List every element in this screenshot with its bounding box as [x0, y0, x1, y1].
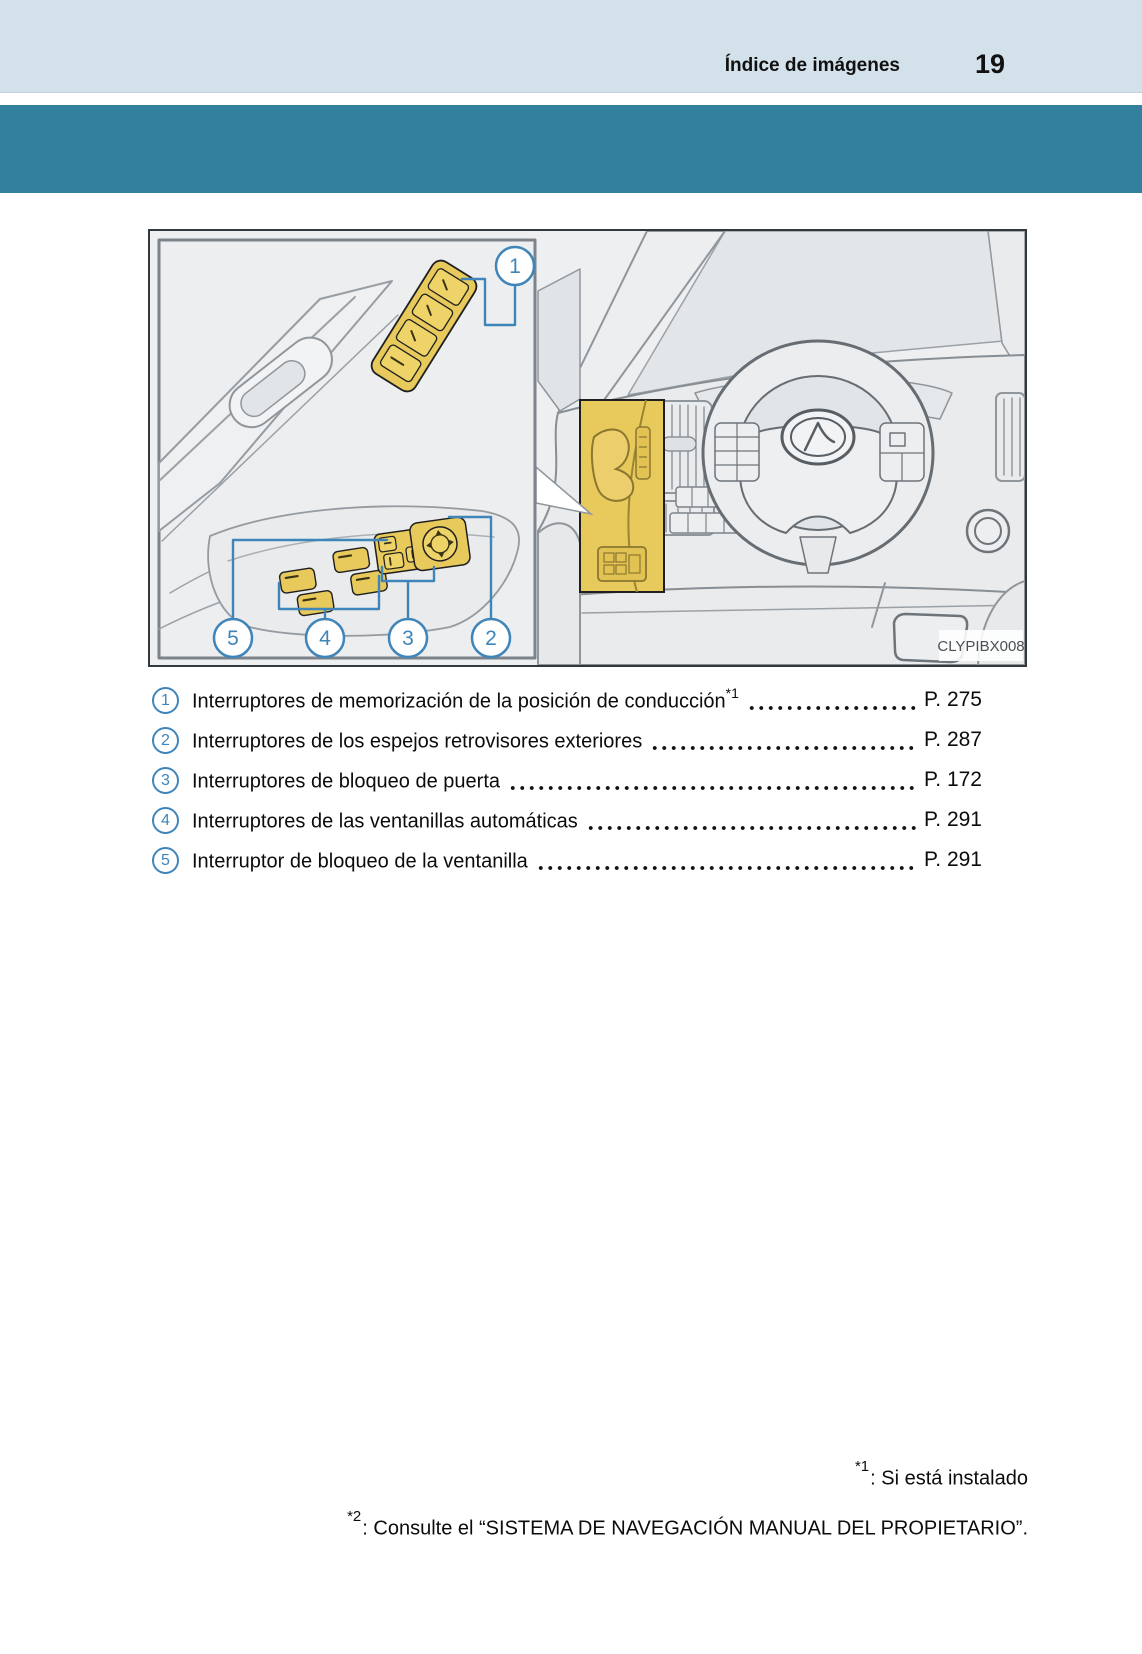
- svg-text:CLYPIBX008: CLYPIBX008: [937, 638, 1025, 655]
- page-reference-5: P. 291: [923, 848, 982, 871]
- page-reference-1: P. 275: [923, 688, 982, 711]
- start-button: [967, 510, 1009, 552]
- legend-label-text: Interruptores de las ventanillas automáticas: [192, 810, 578, 833]
- svg-text:5: 5: [227, 627, 239, 650]
- callout-4: [306, 619, 344, 657]
- legend-item-1: [148, 680, 982, 720]
- footnote-1-marker: *1: [854, 1458, 870, 1475]
- footnote-2-marker: *2: [347, 1507, 362, 1525]
- legend-label-3: [192, 767, 500, 794]
- legend-label-text: Interruptores de los espejos retrovisores exteriores: [192, 730, 643, 753]
- legend-label-2: [192, 727, 642, 754]
- armrest-switch-bed: [208, 506, 519, 636]
- page-reference-3: P. 172: [923, 768, 982, 791]
- callout-badge-4: 4: [152, 807, 179, 834]
- legend-list: [148, 680, 982, 880]
- callout-badge-3: 3: [152, 767, 179, 794]
- footnote-1: [148, 1458, 1028, 1494]
- svg-text:4: 4: [319, 627, 331, 650]
- callout-3: [389, 619, 427, 657]
- lexus-logo: [782, 410, 854, 464]
- callout-badge-5: 5: [152, 847, 179, 874]
- header-bar: [0, 0, 1142, 93]
- callout-2: [472, 619, 510, 657]
- svg-text:3: 3: [402, 627, 414, 650]
- page-number: 19: [974, 49, 1005, 79]
- footnote-1-text: : Si está instalado: [870, 1467, 1028, 1490]
- legend-label-text: Interruptor de bloqueo de la ventanilla: [192, 850, 528, 873]
- legend-item-5: [148, 840, 982, 880]
- footnote-2-text: : Consulte el “SISTEMA DE NAVEGACIÓN MANUAL DEL PROPIETARIO”.: [362, 1517, 1028, 1540]
- dash-vent-right: [996, 393, 1025, 481]
- legend-item-4: [148, 800, 982, 840]
- door-panel-inset: [159, 240, 535, 658]
- callout-5: [214, 619, 252, 657]
- dot-leader: [747, 703, 916, 713]
- footnote-2: [148, 1508, 1028, 1544]
- section-color-band: [0, 105, 1142, 193]
- legend-item-3: [148, 760, 982, 800]
- svg-text:2: 2: [485, 627, 497, 650]
- interior-illustration: [148, 229, 1027, 667]
- callout-badge-2: 2: [152, 727, 179, 754]
- dot-leader: [586, 823, 916, 833]
- legend-label-1: [192, 684, 739, 714]
- footnotes-block: [148, 1458, 1028, 1543]
- legend-item-2: [148, 720, 982, 760]
- dot-leader: [536, 863, 916, 873]
- page-reference-2: P. 287: [923, 728, 982, 751]
- side-window: [538, 269, 580, 411]
- page-header-title: Índice de imágenes: [724, 55, 900, 76]
- callout-badge-1: 1: [152, 687, 179, 714]
- footnote-ref-sup: *1: [725, 684, 739, 701]
- page-reference-4: P. 291: [923, 808, 982, 831]
- door-switchpanel-sketch: [598, 547, 646, 581]
- door-lock-switch-left: [383, 552, 404, 569]
- seat-cushion-edge: [538, 523, 580, 665]
- legend-label-text: Interruptores de bloqueo de puerta: [192, 770, 500, 793]
- legend-label-4: [192, 807, 578, 834]
- dot-leader: [650, 743, 916, 753]
- svg-text:1: 1: [509, 255, 521, 278]
- dot-leader: [508, 783, 916, 793]
- mirror-control-panel: [409, 516, 471, 571]
- figure-code-label: [937, 630, 1024, 661]
- legend-label-text: Interruptores de memorización de la posición de conducción: [192, 690, 726, 713]
- callout-1: [496, 247, 534, 285]
- legend-label-5: [192, 847, 528, 874]
- interior-illustration-svg: [150, 231, 1025, 665]
- highlighted-door-area: [580, 400, 664, 592]
- window-lock-switch: [378, 536, 397, 552]
